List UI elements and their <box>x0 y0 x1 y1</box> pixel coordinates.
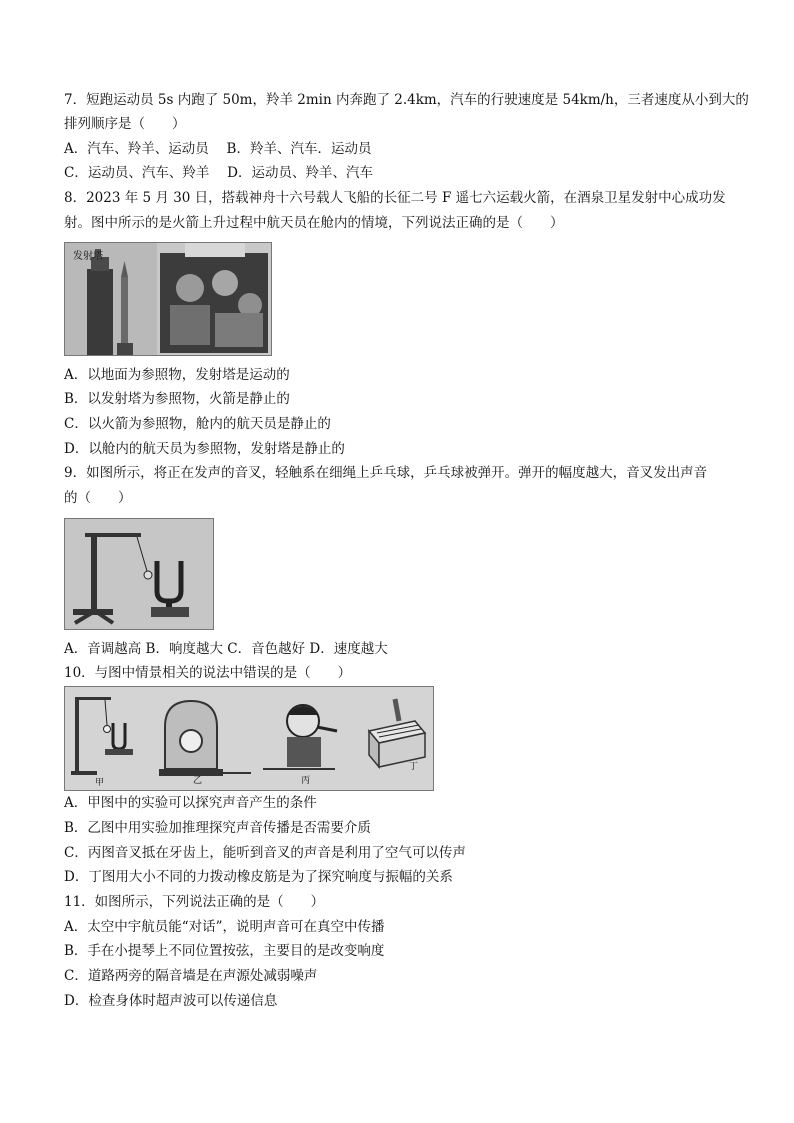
q8-figure-label: 发射塔 <box>73 251 103 262</box>
q10-figure-drawing <box>65 687 433 790</box>
q10-option-b: B．乙图中用实验加推理探究声音传播是否需要介质 <box>64 820 371 836</box>
q9-stem-line1: 9．如图所示，将正在发声的音叉，轻触系在细绳上乒乓球，乒乓球被弹开。弹开的幅度越大，音叉发出声音 <box>64 465 708 481</box>
q8-option-b: B．以发射塔为参照物，火箭是静止的 <box>64 391 290 407</box>
q10-label-jia: 甲 <box>95 778 105 788</box>
q10-label-bing: 丙 <box>301 776 311 786</box>
q9-options: A．音调越高 B．响度越大 C．音色越好 D．速度越大 <box>64 641 388 657</box>
q10-stem: 10．与图中情景相关的说法中错误的是（ ） <box>64 665 352 681</box>
q9-stem-line2: 的（ ） <box>64 490 132 506</box>
q8-option-a: A．以地面为参照物，发射塔是运动的 <box>64 367 290 383</box>
q11-option-c: C．道路两旁的隔音墙是在声源处减弱噪声 <box>64 968 318 984</box>
q10-label-yi: 乙 <box>193 776 203 786</box>
q9-tuning-fork-figure <box>64 518 214 630</box>
q10-option-c: C．丙图音叉抵在牙齿上，能听到音叉的声音是利用了空气可以传声 <box>64 845 466 861</box>
q8-rocket-figure <box>64 242 272 356</box>
q8-option-d: D．以舱内的航天员为参照物，发射塔是静止的 <box>64 441 345 457</box>
q11-option-b: B．手在小提琴上不同位置按弦，主要目的是改变响度 <box>64 943 385 959</box>
q8-option-c: C．以火箭为参照物，舱内的航天员是静止的 <box>64 416 331 432</box>
q10-option-a: A．甲图中的实验可以探究声音产生的条件 <box>64 795 317 811</box>
q10-option-d: D．丁图用大小不同的力拨动橡皮筋是为了探究响度与振幅的关系 <box>64 869 453 885</box>
q11-stem: 11．如图所示，下列说法正确的是（ ） <box>64 894 325 910</box>
q8-stem-line1: 8．2023 年 5 月 30 日，搭载神舟十六号载人飞船的长征二号 F 遥七六运载火箭，在酒泉卫星发射中心成功发 <box>64 190 726 206</box>
q9-figure-drawing <box>65 519 213 629</box>
q7-options-line2: C．运动员、汽车、羚羊 D．运动员、羚羊、汽车 <box>64 165 373 181</box>
q8-stem-line2: 射。图中所示的是火箭上升过程中航天员在舱内的情境，下列说法正确的是（ ） <box>64 215 564 231</box>
q10-label-ding: 丁 <box>409 762 419 772</box>
q7-options-line1: A．汽车、羚羊、运动员 B．羚羊、汽车．运动员 <box>64 141 372 157</box>
q10-four-scenes-figure <box>64 686 434 791</box>
q7-stem-line2: 排列顺序是（ ） <box>64 116 186 132</box>
q11-option-a: A．太空中宇航员能“对话”，说明声音可在真空中传播 <box>64 919 385 935</box>
q7-stem-line1: 7．短跑运动员 5s 内跑了 50m，羚羊 2min 内奔跑了 2.4km，汽车的行驶速度是 54km/h，三者速度从小到大的 <box>64 92 749 108</box>
q11-option-d: D．检查身体时超声波可以传递信息 <box>64 993 278 1009</box>
